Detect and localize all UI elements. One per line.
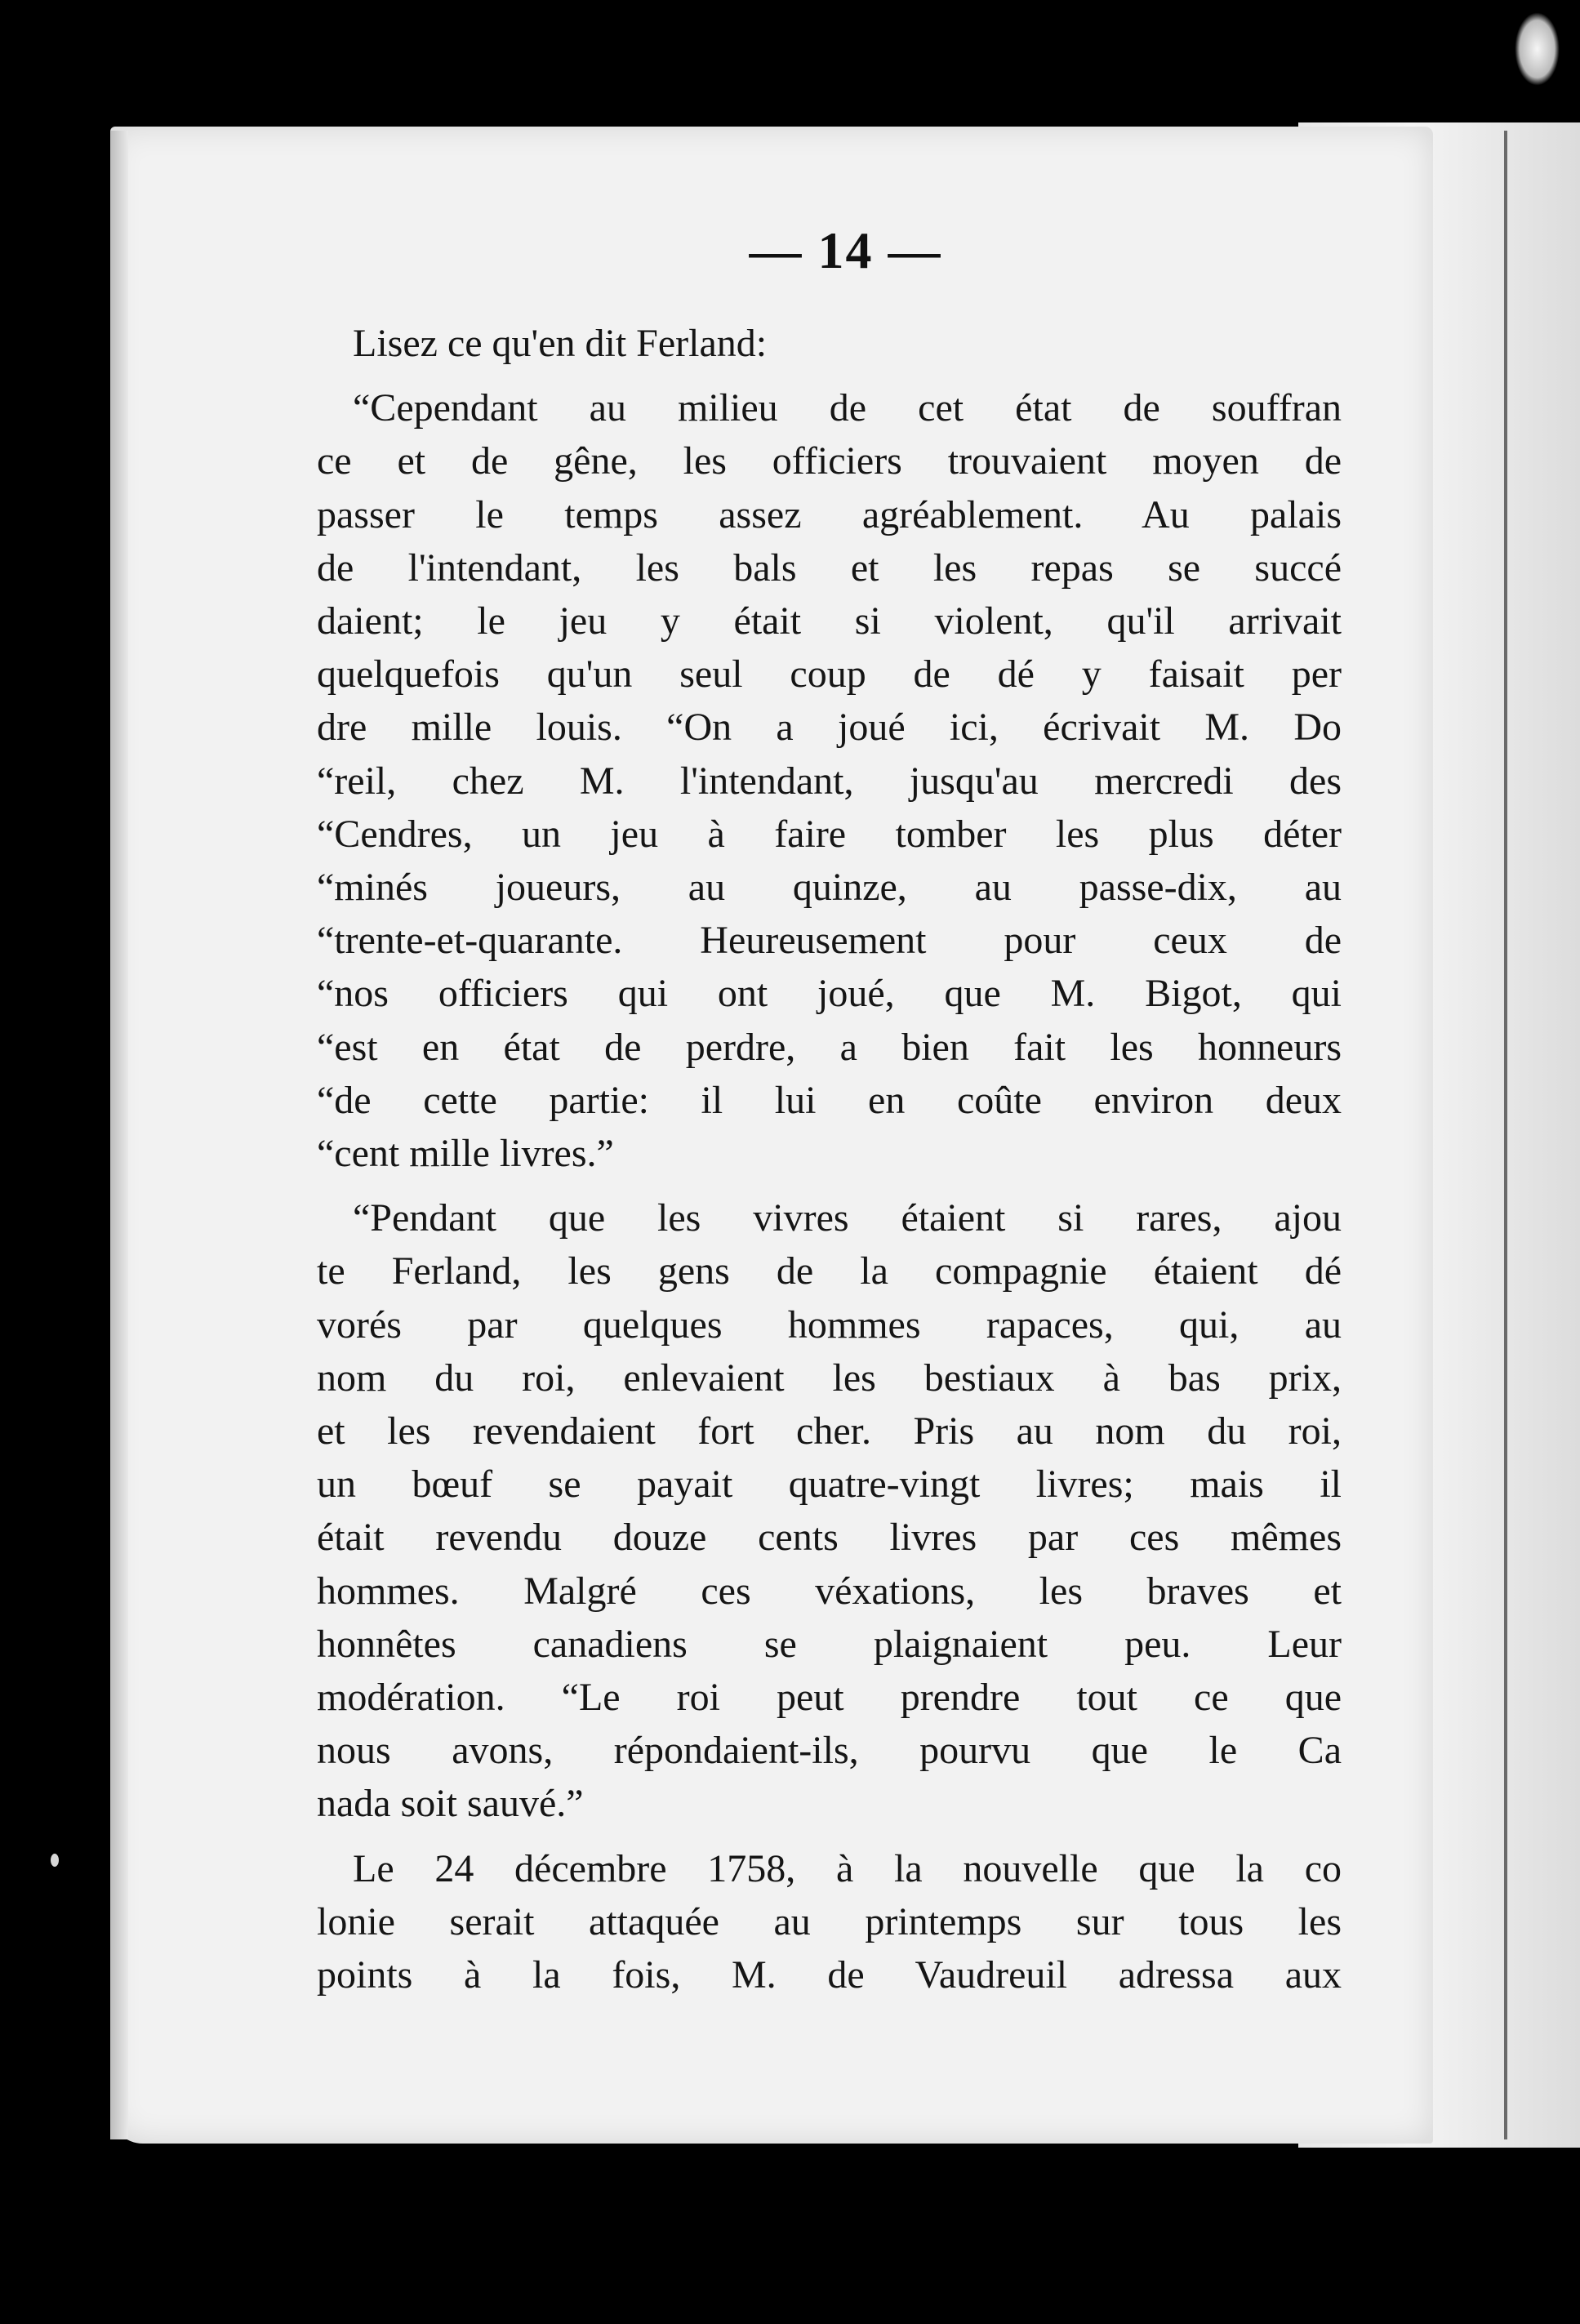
text-line: hommes. Malgré ces véxations, les braves et bbox=[317, 1569, 1342, 1613]
text-line: de l'intendant, les bals et les repas se succé bbox=[317, 545, 1342, 590]
text-line: daient; le jeu y était si violent, qu'il arrivait bbox=[317, 599, 1342, 643]
text-line: nous avons, répondaient-ils, pourvu que le Ca bbox=[317, 1729, 1342, 1773]
text-line: et les revendaient fort cher. Pris au nom du roi, bbox=[317, 1409, 1342, 1454]
paragraph-quote-ferland bbox=[317, 381, 1342, 1180]
paragraph-intro bbox=[317, 317, 1342, 370]
text-line: “reil, chez M. l'intendant, jusqu'au mercredi des bbox=[317, 759, 1342, 803]
text-line: un bœuf se payait quatre-vingt livres; mais il bbox=[317, 1463, 1342, 1507]
page-number: — 14 — bbox=[749, 221, 942, 279]
paragraph-vaudreuil bbox=[317, 1842, 1342, 2002]
scan-artifact bbox=[1515, 12, 1560, 86]
facing-page-border bbox=[1504, 131, 1507, 2139]
text-line: points à la fois, M. de Vaudreuil adressa aux bbox=[317, 1953, 1342, 1997]
text-line: lonie serait attaquée au printemps sur tous les bbox=[317, 1899, 1342, 1943]
text-line: Lisez ce qu'en dit Ferland: bbox=[353, 322, 768, 365]
text-line: quelquefois qu'un seul coup de dé y faisait per bbox=[317, 652, 1342, 697]
text-line: nom du roi, enlevaient les bestiaux à bas prix, bbox=[317, 1356, 1342, 1400]
text-line: Le 24 décembre 1758, à la nouvelle que la co bbox=[353, 1846, 1342, 1890]
text-line: “minés joueurs, au quinze, au passe-dix, au bbox=[317, 866, 1342, 910]
text-line: “Cependant au milieu de cet état de souffran bbox=[353, 386, 1342, 430]
text-line: te Ferland, les gens de la compagnie étaient dé bbox=[317, 1249, 1342, 1293]
text-line: modération. “Le roi peut prendre tout ce que bbox=[317, 1676, 1342, 1720]
text-line: honnêtes canadiens se plaignaient peu. Leur bbox=[317, 1622, 1342, 1666]
text-line: “trente-et-quarante. Heureusement pour ceux de bbox=[317, 919, 1342, 963]
text-line: “cent mille livres.” bbox=[317, 1132, 614, 1176]
text-line: “Pendant que les vivres étaient si rares, ajou bbox=[353, 1196, 1342, 1240]
text-line: dre mille louis. “On a joué ici, écrivait M. Do bbox=[317, 706, 1342, 750]
text-line: ce et de gêne, les officiers trouvaient moyen de bbox=[317, 439, 1342, 483]
text-line: nada soit sauvé.” bbox=[317, 1782, 584, 1826]
text-line: “est en état de perdre, a bien fait les honneurs bbox=[317, 1025, 1342, 1069]
text-line: vorés par quelques hommes rapaces, qui, au bbox=[317, 1302, 1342, 1347]
page-text-block bbox=[317, 220, 1342, 2001]
text-line: “Cendres, un jeu à faire tomber les plus déter bbox=[317, 812, 1342, 856]
text-line: passer le temps assez agréablement. Au palais bbox=[317, 492, 1342, 536]
page-left-edge bbox=[110, 131, 128, 2139]
scan-artifact bbox=[51, 1854, 59, 1867]
paragraph-vivres bbox=[317, 1191, 1342, 1830]
text-line: “de cette partie: il lui en coûte environ deux bbox=[317, 1078, 1342, 1122]
text-line: était revendu douze cents livres par ces mêmes bbox=[317, 1516, 1342, 1560]
text-line: “nos officiers qui ont joué, que M. Bigot, qui bbox=[317, 972, 1342, 1016]
